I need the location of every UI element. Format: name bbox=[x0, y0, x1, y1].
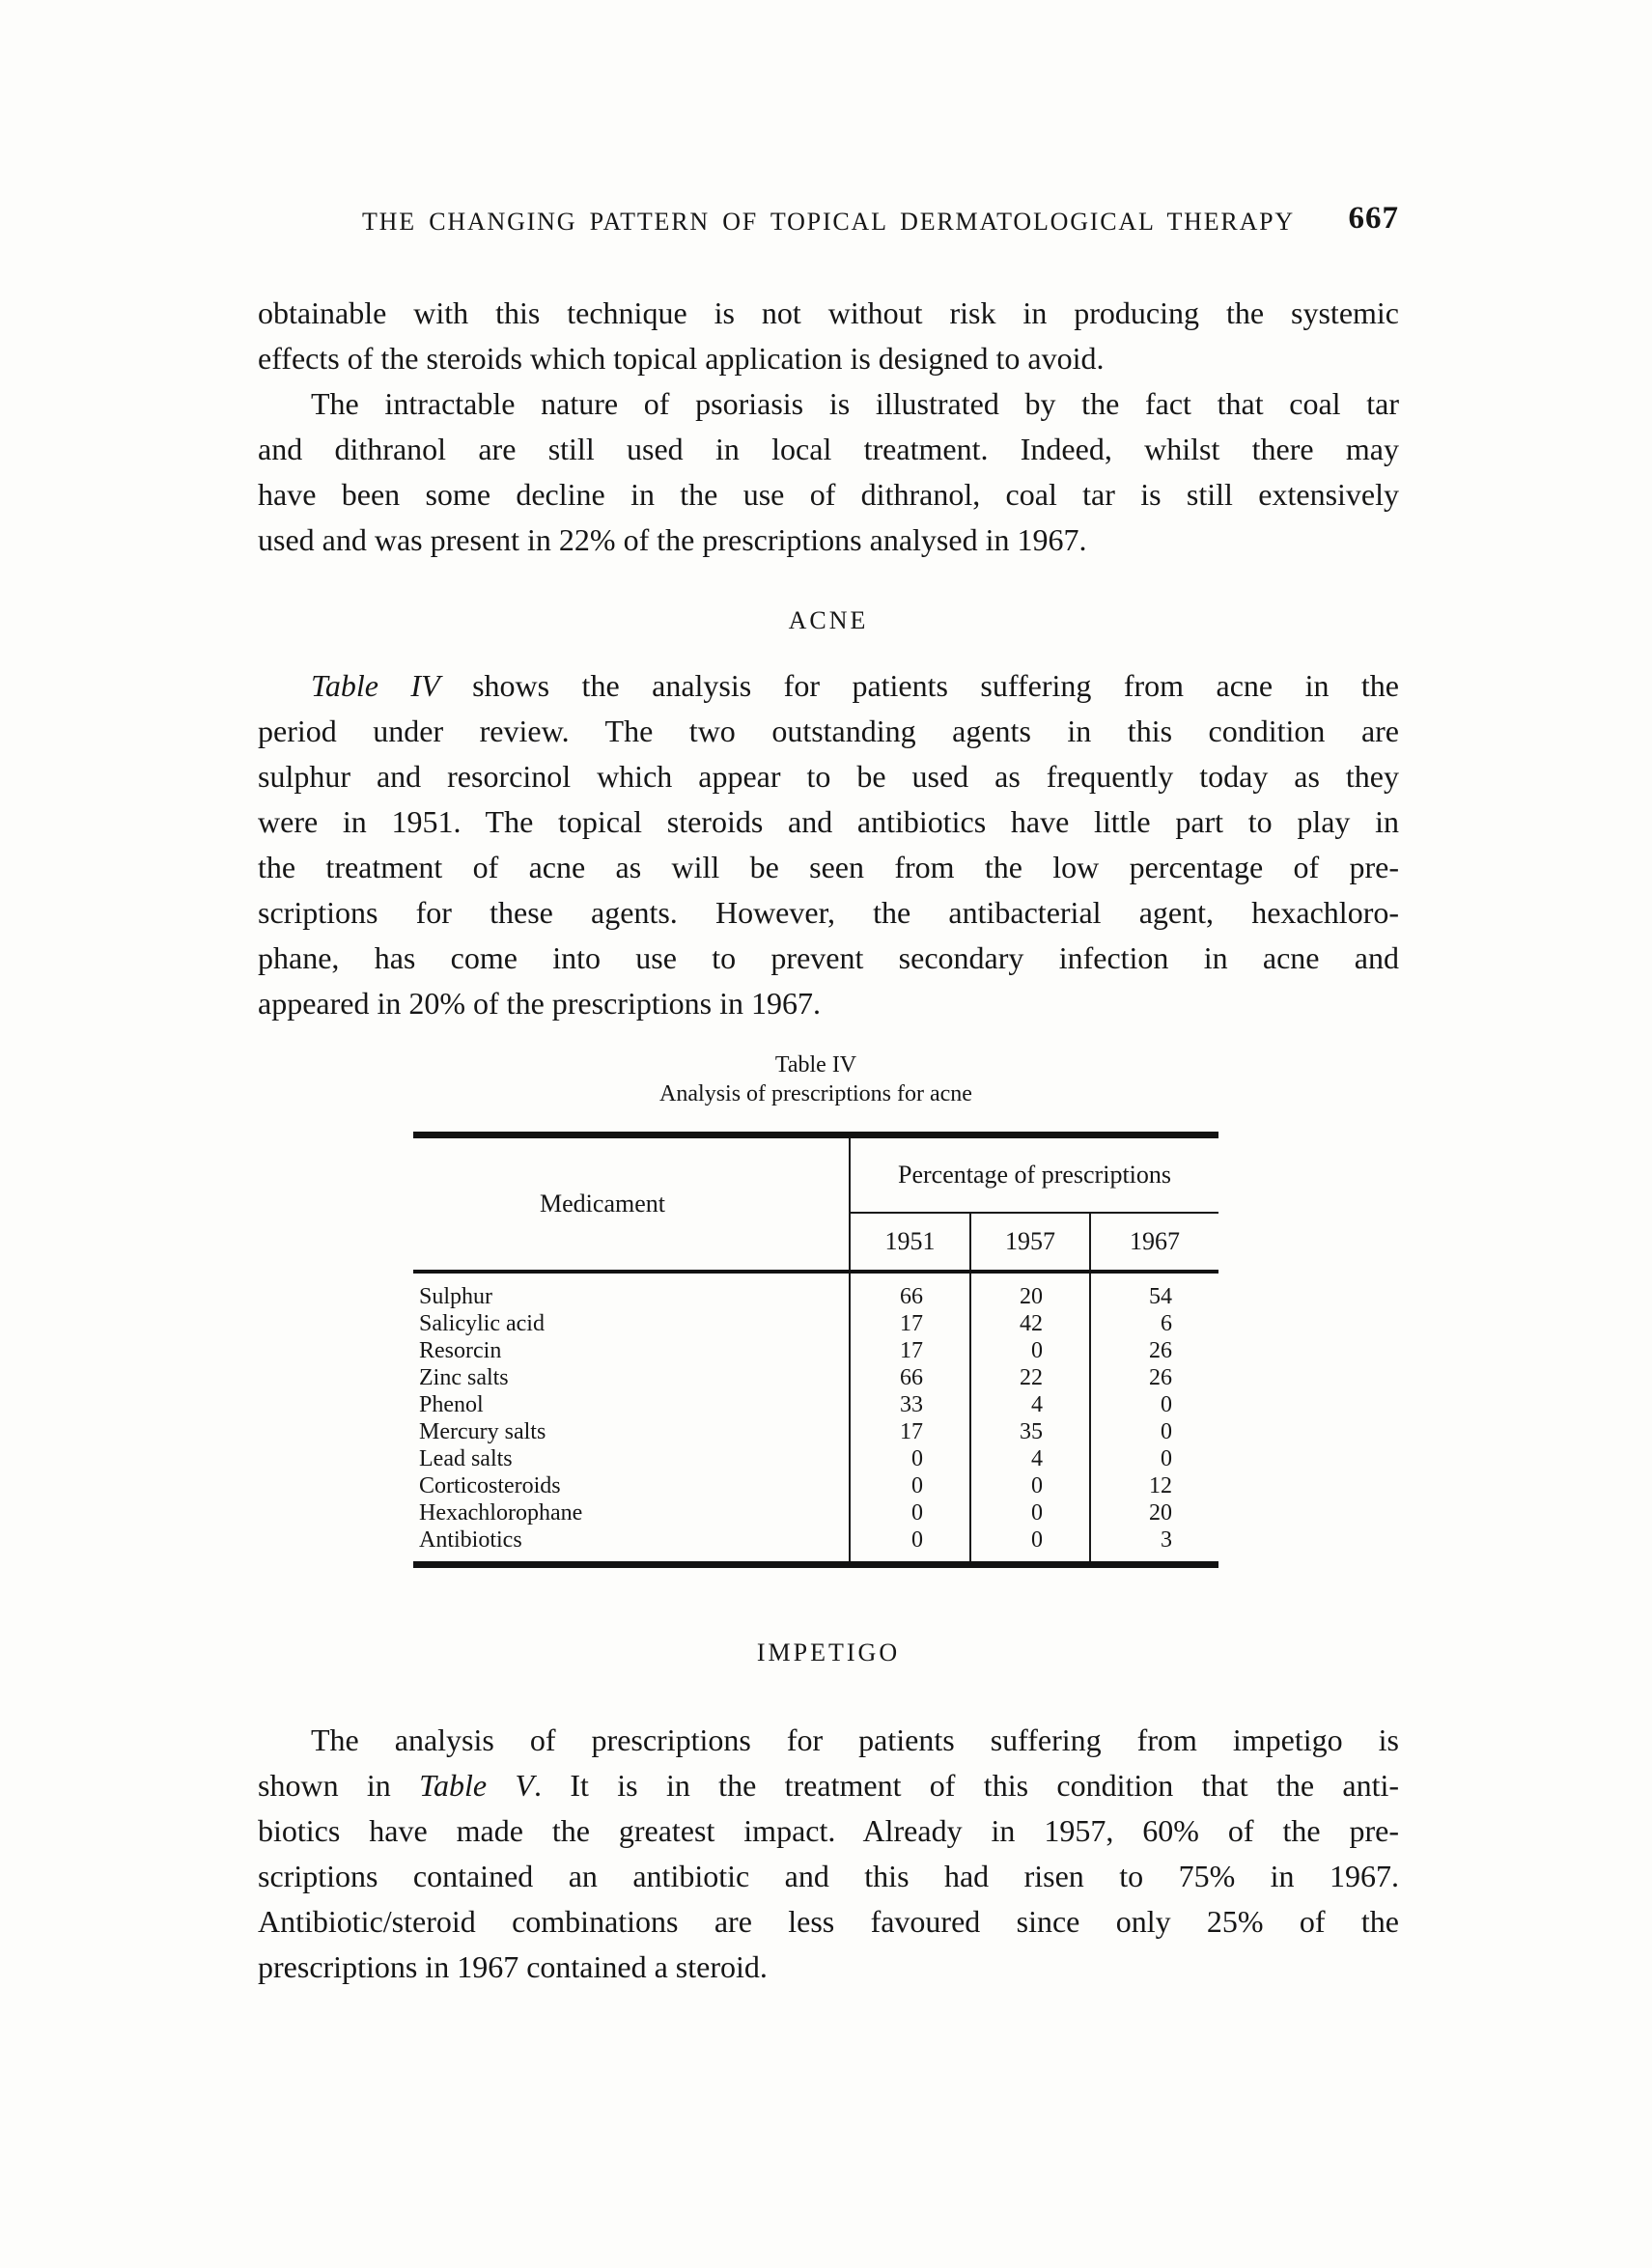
cell-1951: 17 bbox=[900, 1419, 923, 1444]
cell-medicament: Resorcin bbox=[413, 1337, 850, 1364]
cell-1957: 22 bbox=[970, 1364, 1090, 1391]
cell-1951: 0 bbox=[911, 1446, 923, 1471]
table-v-reference: Table V bbox=[419, 1768, 535, 1803]
cell-1967: 0 bbox=[1090, 1418, 1218, 1445]
cell-1951: 0 bbox=[911, 1473, 923, 1498]
cell-medicament: Lead salts bbox=[413, 1445, 850, 1472]
cell-1951: 33 bbox=[900, 1392, 923, 1417]
cell-medicament: Mercury salts bbox=[413, 1418, 850, 1445]
table-row bbox=[413, 1526, 1218, 1565]
cell-medicament: Hexachlorophane bbox=[413, 1499, 850, 1526]
text-line: Antibiotic/steroid combinations are less favoured since only 25% of the bbox=[258, 1904, 1399, 1939]
cell-1967: 26 bbox=[1090, 1364, 1218, 1391]
table-row bbox=[413, 1391, 1218, 1418]
paragraph-impetigo bbox=[258, 1718, 1399, 1990]
text-line: have been some decline in the use of dithranol, coal tar is still extensively bbox=[258, 477, 1399, 512]
cell-medicament: Sulphur bbox=[413, 1272, 850, 1310]
cell-1957: 0 bbox=[970, 1526, 1090, 1565]
text-line: the treatment of acne as will be seen from the low percentage of pre- bbox=[258, 850, 1399, 884]
table-row bbox=[413, 1337, 1218, 1364]
table-row bbox=[413, 1310, 1218, 1337]
table-iv-caption-subtitle: Analysis of prescriptions for acne bbox=[659, 1081, 972, 1106]
cell-1951: 0 bbox=[911, 1527, 923, 1553]
cell-1967: 0 bbox=[1090, 1391, 1218, 1418]
paragraph-intro bbox=[258, 291, 1399, 381]
table-iv-grid bbox=[413, 1132, 1218, 1568]
table-row bbox=[413, 1272, 1218, 1310]
table-row bbox=[413, 1472, 1218, 1499]
table-iv bbox=[413, 1132, 1218, 1568]
text-segment: shown in bbox=[258, 1768, 420, 1803]
text-line: were in 1951. The topical steroids and antibiotics have little part to play in bbox=[258, 804, 1399, 839]
table-row bbox=[413, 1364, 1218, 1391]
text-segment: shows the analysis for patients suffering from acne in the bbox=[439, 668, 1400, 703]
cell-1957: 4 bbox=[970, 1391, 1090, 1418]
text-line: scriptions contained an antibiotic and this had risen to 75% in 1967. bbox=[258, 1859, 1399, 1893]
cell-medicament: Salicylic acid bbox=[413, 1310, 850, 1337]
table-iv-caption bbox=[413, 1050, 1218, 1108]
cell-medicament: Corticosteroids bbox=[413, 1472, 850, 1499]
cell-1967: 20 bbox=[1090, 1499, 1218, 1526]
table-iv-reference: Table IV bbox=[311, 668, 440, 703]
text-line: prescriptions in 1967 contained a steroid. bbox=[258, 1949, 768, 1984]
text-line: period under review. The two outstanding agents in this condition are bbox=[258, 714, 1399, 748]
cell-1957: 20 bbox=[970, 1272, 1090, 1310]
text-line: phane, has come into use to prevent secondary infection in acne and bbox=[258, 940, 1399, 975]
cell-1967: 12 bbox=[1090, 1472, 1218, 1499]
text-line: scriptions for these agents. However, the antibacterial agent, hexachloro- bbox=[258, 895, 1399, 930]
paragraph-psoriasis bbox=[258, 381, 1399, 563]
cell-medicament: Phenol bbox=[413, 1391, 850, 1418]
cell-1967: 0 bbox=[1090, 1445, 1218, 1472]
cell-1957: 0 bbox=[970, 1499, 1090, 1526]
text-line bbox=[258, 1763, 1399, 1808]
running-head bbox=[258, 201, 1399, 244]
table-row bbox=[413, 1445, 1218, 1472]
table-iv-caption-title: Table IV bbox=[774, 1052, 857, 1078]
section-heading-acne-text: ACNE bbox=[788, 606, 869, 634]
cell-1957: 4 bbox=[970, 1445, 1090, 1472]
text-line: The intractable nature of psoriasis is illustrated by the fact that coal tar bbox=[311, 386, 1399, 421]
running-head-title: THE CHANGING PATTERN OF TOPICAL DERMATOLOGICAL THERAPY bbox=[362, 208, 1295, 236]
cell-1957: 0 bbox=[970, 1472, 1090, 1499]
text-line: and dithranol are still used in local treatment. Indeed, whilst there may bbox=[258, 432, 1399, 466]
table-header-row bbox=[413, 1135, 1218, 1214]
text-line: obtainable with this technique is not without risk in producing the systemic bbox=[258, 295, 1399, 330]
text-line: biotics have made the greatest impact. Already in 1957, 60% of the pre- bbox=[258, 1813, 1399, 1848]
section-heading-acne bbox=[258, 602, 1399, 639]
text-line: effects of the steroids which topical application is designed to avoid. bbox=[258, 341, 1105, 376]
column-header-1957: 1957 bbox=[970, 1213, 1090, 1272]
cell-1951: 17 bbox=[900, 1338, 923, 1363]
paragraph-acne bbox=[258, 663, 1399, 1026]
text-line bbox=[258, 663, 1399, 709]
cell-1957: 0 bbox=[970, 1337, 1090, 1364]
cell-1957: 35 bbox=[970, 1418, 1090, 1445]
table-row bbox=[413, 1499, 1218, 1526]
text-line: The analysis of prescriptions for patients suffering from impetigo is bbox=[311, 1722, 1399, 1757]
cell-medicament: Antibiotics bbox=[413, 1526, 850, 1565]
section-heading-impetigo bbox=[258, 1635, 1399, 1671]
cell-1951: 17 bbox=[900, 1311, 923, 1336]
cell-1951: 0 bbox=[911, 1500, 923, 1526]
cell-1951: 66 bbox=[900, 1365, 923, 1390]
column-header-medicament: Medicament bbox=[413, 1135, 850, 1273]
page-number: 667 bbox=[1348, 201, 1399, 236]
column-header-1967: 1967 bbox=[1090, 1213, 1218, 1272]
text-segment: . It is in the treatment of this condition that the anti- bbox=[534, 1768, 1400, 1803]
section-heading-impetigo-text: IMPETIGO bbox=[756, 1638, 901, 1666]
text-line: appeared in 20% of the prescriptions in 1967. bbox=[258, 986, 821, 1021]
cell-medicament: Zinc salts bbox=[413, 1364, 850, 1391]
cell-1967: 6 bbox=[1090, 1310, 1218, 1337]
cell-1967: 26 bbox=[1090, 1337, 1218, 1364]
column-header-1951: 1951 bbox=[850, 1213, 970, 1272]
text-line: sulphur and resorcinol which appear to be used as frequently today as they bbox=[258, 759, 1399, 794]
cell-1957: 42 bbox=[970, 1310, 1090, 1337]
table-row bbox=[413, 1418, 1218, 1445]
cell-1967: 54 bbox=[1090, 1272, 1218, 1310]
cell-1951: 66 bbox=[900, 1284, 923, 1309]
cell-1967: 3 bbox=[1090, 1526, 1218, 1565]
text-line: used and was present in 22% of the prescriptions analysed in 1967. bbox=[258, 522, 1087, 557]
column-header-percentage-group: Percentage of prescriptions bbox=[850, 1135, 1218, 1214]
